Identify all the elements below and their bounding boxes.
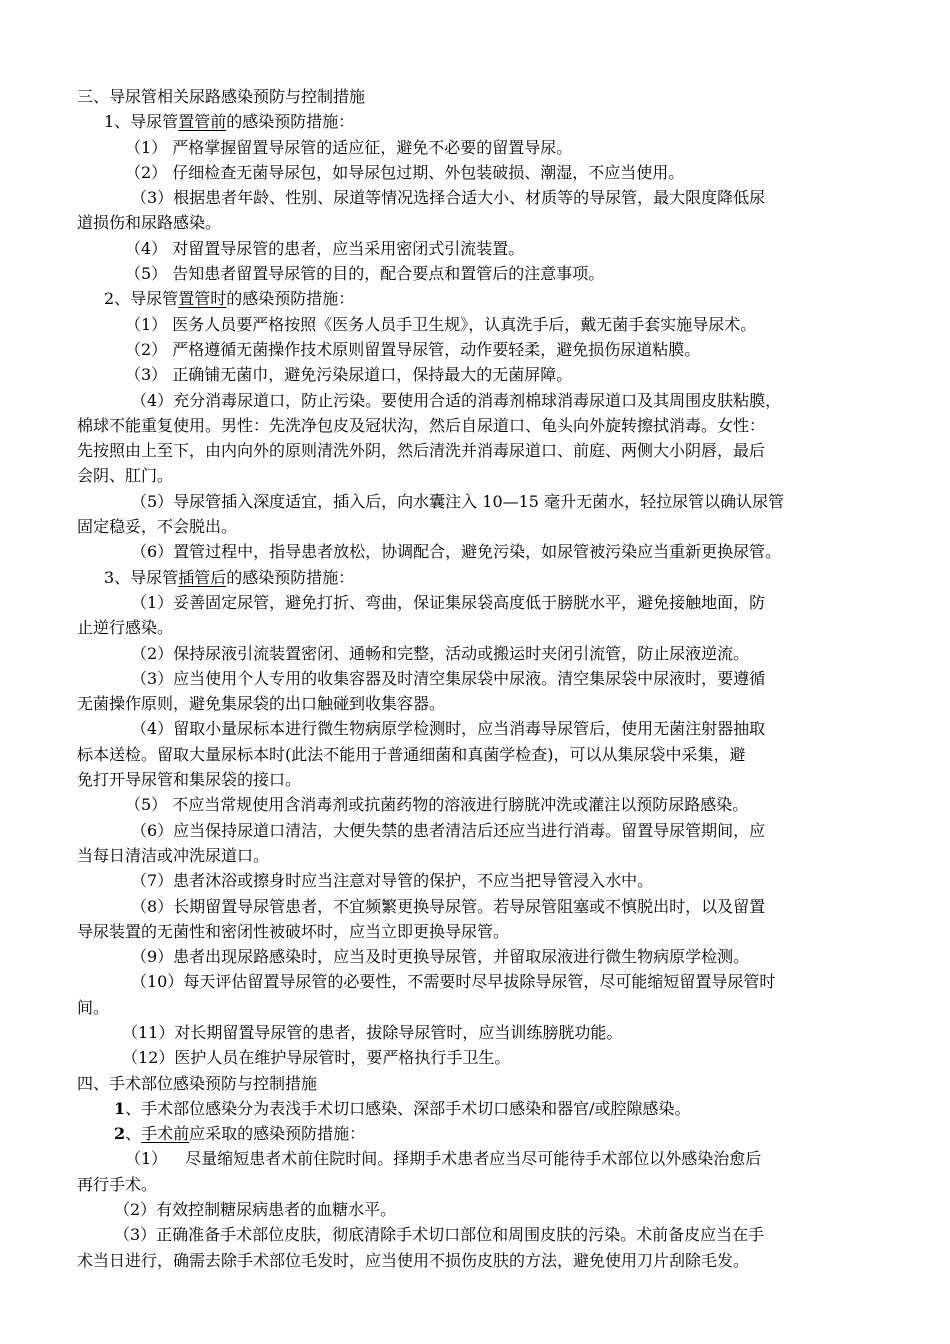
underlined-term: 置管前: [178, 112, 227, 132]
list-item-continuation: 再行手术。: [77, 1174, 158, 1194]
section-3-heading: 三、导尿管相关尿路感染预防与控制措施: [77, 87, 366, 106]
list-item-continuation: 免打开导尿管和集尿袋的接口。: [77, 770, 302, 790]
list-item: （4）留取小量尿标本进行微生物病原学检测时，应当消毒导尿管后，使用无菌注射器抽取: [131, 719, 766, 739]
list-item-continuation: 当每日清洁或冲洗尿道口。: [77, 845, 270, 865]
list-item-continuation: 术当日进行，确需去除手术部位毛发时，应当使用不损伤皮肤的方法，避免使用刀片刮除毛发。: [77, 1250, 750, 1270]
point-1: 1、手术部位感染分为表浅手术切口感染、深部手术切口感染和器官/或腔隙感染。: [114, 1098, 691, 1118]
list-item-continuation: 止逆行感染。: [77, 618, 174, 638]
list-item-continuation: 无菌操作原则，避免集尿袋的出口触碰到收集容器。: [77, 694, 446, 714]
list-item-continuation: 先按照由上至下，由内向外的原则清洗外阴，然后清洗并消毒尿道口、前庭、两侧大小阴唇，最后: [77, 441, 766, 461]
list-item: （5） 不应当常规使用含消毒剂或抗菌药物的溶液进行膀胱冲洗或灌注以预防尿路感染。: [125, 795, 749, 815]
list-item-continuation: 导尿装置的无菌性和密闭性被破坏时，应当立即更换导尿管。: [77, 921, 510, 941]
list-item: （2） 严格遵循无菌操作技术原则留置导尿管，动作要轻柔，避免损伤尿道粘膜。: [125, 339, 701, 359]
document-page: [0, 84, 950, 1273]
underlined-term: 插管后: [178, 567, 227, 587]
list-item-continuation: 固定稳妥，不会脱出。: [77, 517, 238, 537]
subsection-2-heading: 2、导尿管置管时的感染预防措施：: [104, 289, 355, 309]
list-item: （3）应当使用个人专用的收集容器及时清空集尿袋中尿液。清空集尿袋中尿液时，要遵循: [131, 668, 766, 688]
list-item: （8）长期留置导尿管患者，不宜频繁更换导尿管。若导尿管阻塞或不慎脱出时，以及留置: [131, 896, 766, 916]
list-item: （4）充分消毒尿道口，防止污染。要使用合适的消毒剂棉球消毒尿道口及其周围皮肤粘膜，: [131, 390, 782, 410]
list-item: （3）根据患者年龄、性别、尿道等情况选择合适大小、材质等的导尿管，最大限度降低尿: [131, 188, 766, 208]
list-item: （12）医护人员在维护导尿管时，要严格执行手卫生。: [122, 1048, 511, 1068]
list-item: （2）有效控制糖尿病患者的血糖水平。: [114, 1200, 397, 1220]
list-item-continuation: 棉球不能重复使用。男性：先洗净包皮及冠状沟，然后自尿道口、龟头向外旋转擦拭消毒。女性：: [77, 415, 766, 435]
subsection-1-heading: 1、导尿管置管前的感染预防措施：: [104, 112, 355, 132]
underlined-term: 置管时: [178, 289, 227, 309]
list-item: （5）导尿管插入深度适宜，插入后，向水囊注入 10—15 毫升无菌水，轻拉尿管以确认尿管: [131, 491, 785, 511]
list-item-continuation: 会阴、肛门。: [77, 466, 174, 486]
list-item-continuation: 标本送检。留取大量尿标本时(此法不能用于普通细菌和真菌学检查)，可以从集尿袋中采集，避: [77, 744, 746, 764]
list-item: （5） 告知患者留置导尿管的目的，配合要点和置管后的注意事项。: [125, 264, 605, 284]
list-item: （2） 仔细检查无菌导尿包，如导尿包过期、外包装破损、潮湿，不应当使用。: [125, 162, 685, 182]
list-item: （1） 医务人员要严格按照《医务人员手卫生规》，认真洗手后，戴无菌手套实施导尿术。: [125, 314, 757, 334]
list-item: （4） 对留置导尿管的患者，应当采用密闭式引流装置。: [125, 238, 525, 258]
list-item: （2）保持尿液引流装置密闭、通畅和完整，活动或搬运时夹闭引流管，防止尿液逆流。: [131, 643, 750, 663]
list-item: （6）置管过程中，指导患者放松，协调配合，避免污染，如尿管被污染应当重新更换尿管。: [131, 542, 782, 562]
list-item: （3）正确准备手术部位皮肤，彻底清除手术切口部位和周围皮肤的污染。术前备皮应当在手: [114, 1225, 765, 1245]
point-2-heading: 2、手术前应采取的感染预防措施：: [114, 1124, 366, 1144]
list-item: （11）对长期留置导尿管的患者，拔除导尿管时，应当训练膀胱功能。: [122, 1022, 623, 1042]
list-item: （7）患者沐浴或擦身时应当注意对导管的保护，不应当把导管浸入水中。: [131, 871, 654, 891]
list-item: （10）每天评估留置导尿管的必要性，不需要时尽早拔除导尿管，尽可能缩短留置导尿管时: [131, 972, 776, 992]
list-item: （6）应当保持尿道口清洁，大便失禁的患者清洁后还应当进行消毒。留置导尿管期间，应: [131, 820, 766, 840]
list-item: （1） 尽量缩短患者术前住院时间。择期手术患者应当尽可能待手术部位以外感染治愈后: [125, 1149, 762, 1169]
list-item: （9）患者出现尿路感染时，应当及时更换导尿管，并留取尿液进行微生物病原学检测。: [131, 947, 750, 967]
list-item-continuation: 道损伤和尿路感染。: [77, 213, 222, 233]
subsection-3-heading: 3、导尿管插管后的感染预防措施：: [104, 567, 355, 587]
section-4-heading: 四、手术部位感染预防与控制措施: [77, 1073, 318, 1093]
list-item: （1） 严格掌握留置导尿管的适应征，避免不必要的留置导尿。: [125, 137, 573, 157]
underlined-term: 手术前: [141, 1124, 190, 1144]
list-item-continuation: 间。: [77, 997, 110, 1017]
list-item: （1）妥善固定尿管，避免打折、弯曲，保证集尿袋高度低于膀胱水平，避免接触地面，防: [131, 592, 766, 612]
list-item: （3） 正确铺无菌巾，避免污染尿道口，保持最大的无菌屏障。: [125, 365, 573, 385]
